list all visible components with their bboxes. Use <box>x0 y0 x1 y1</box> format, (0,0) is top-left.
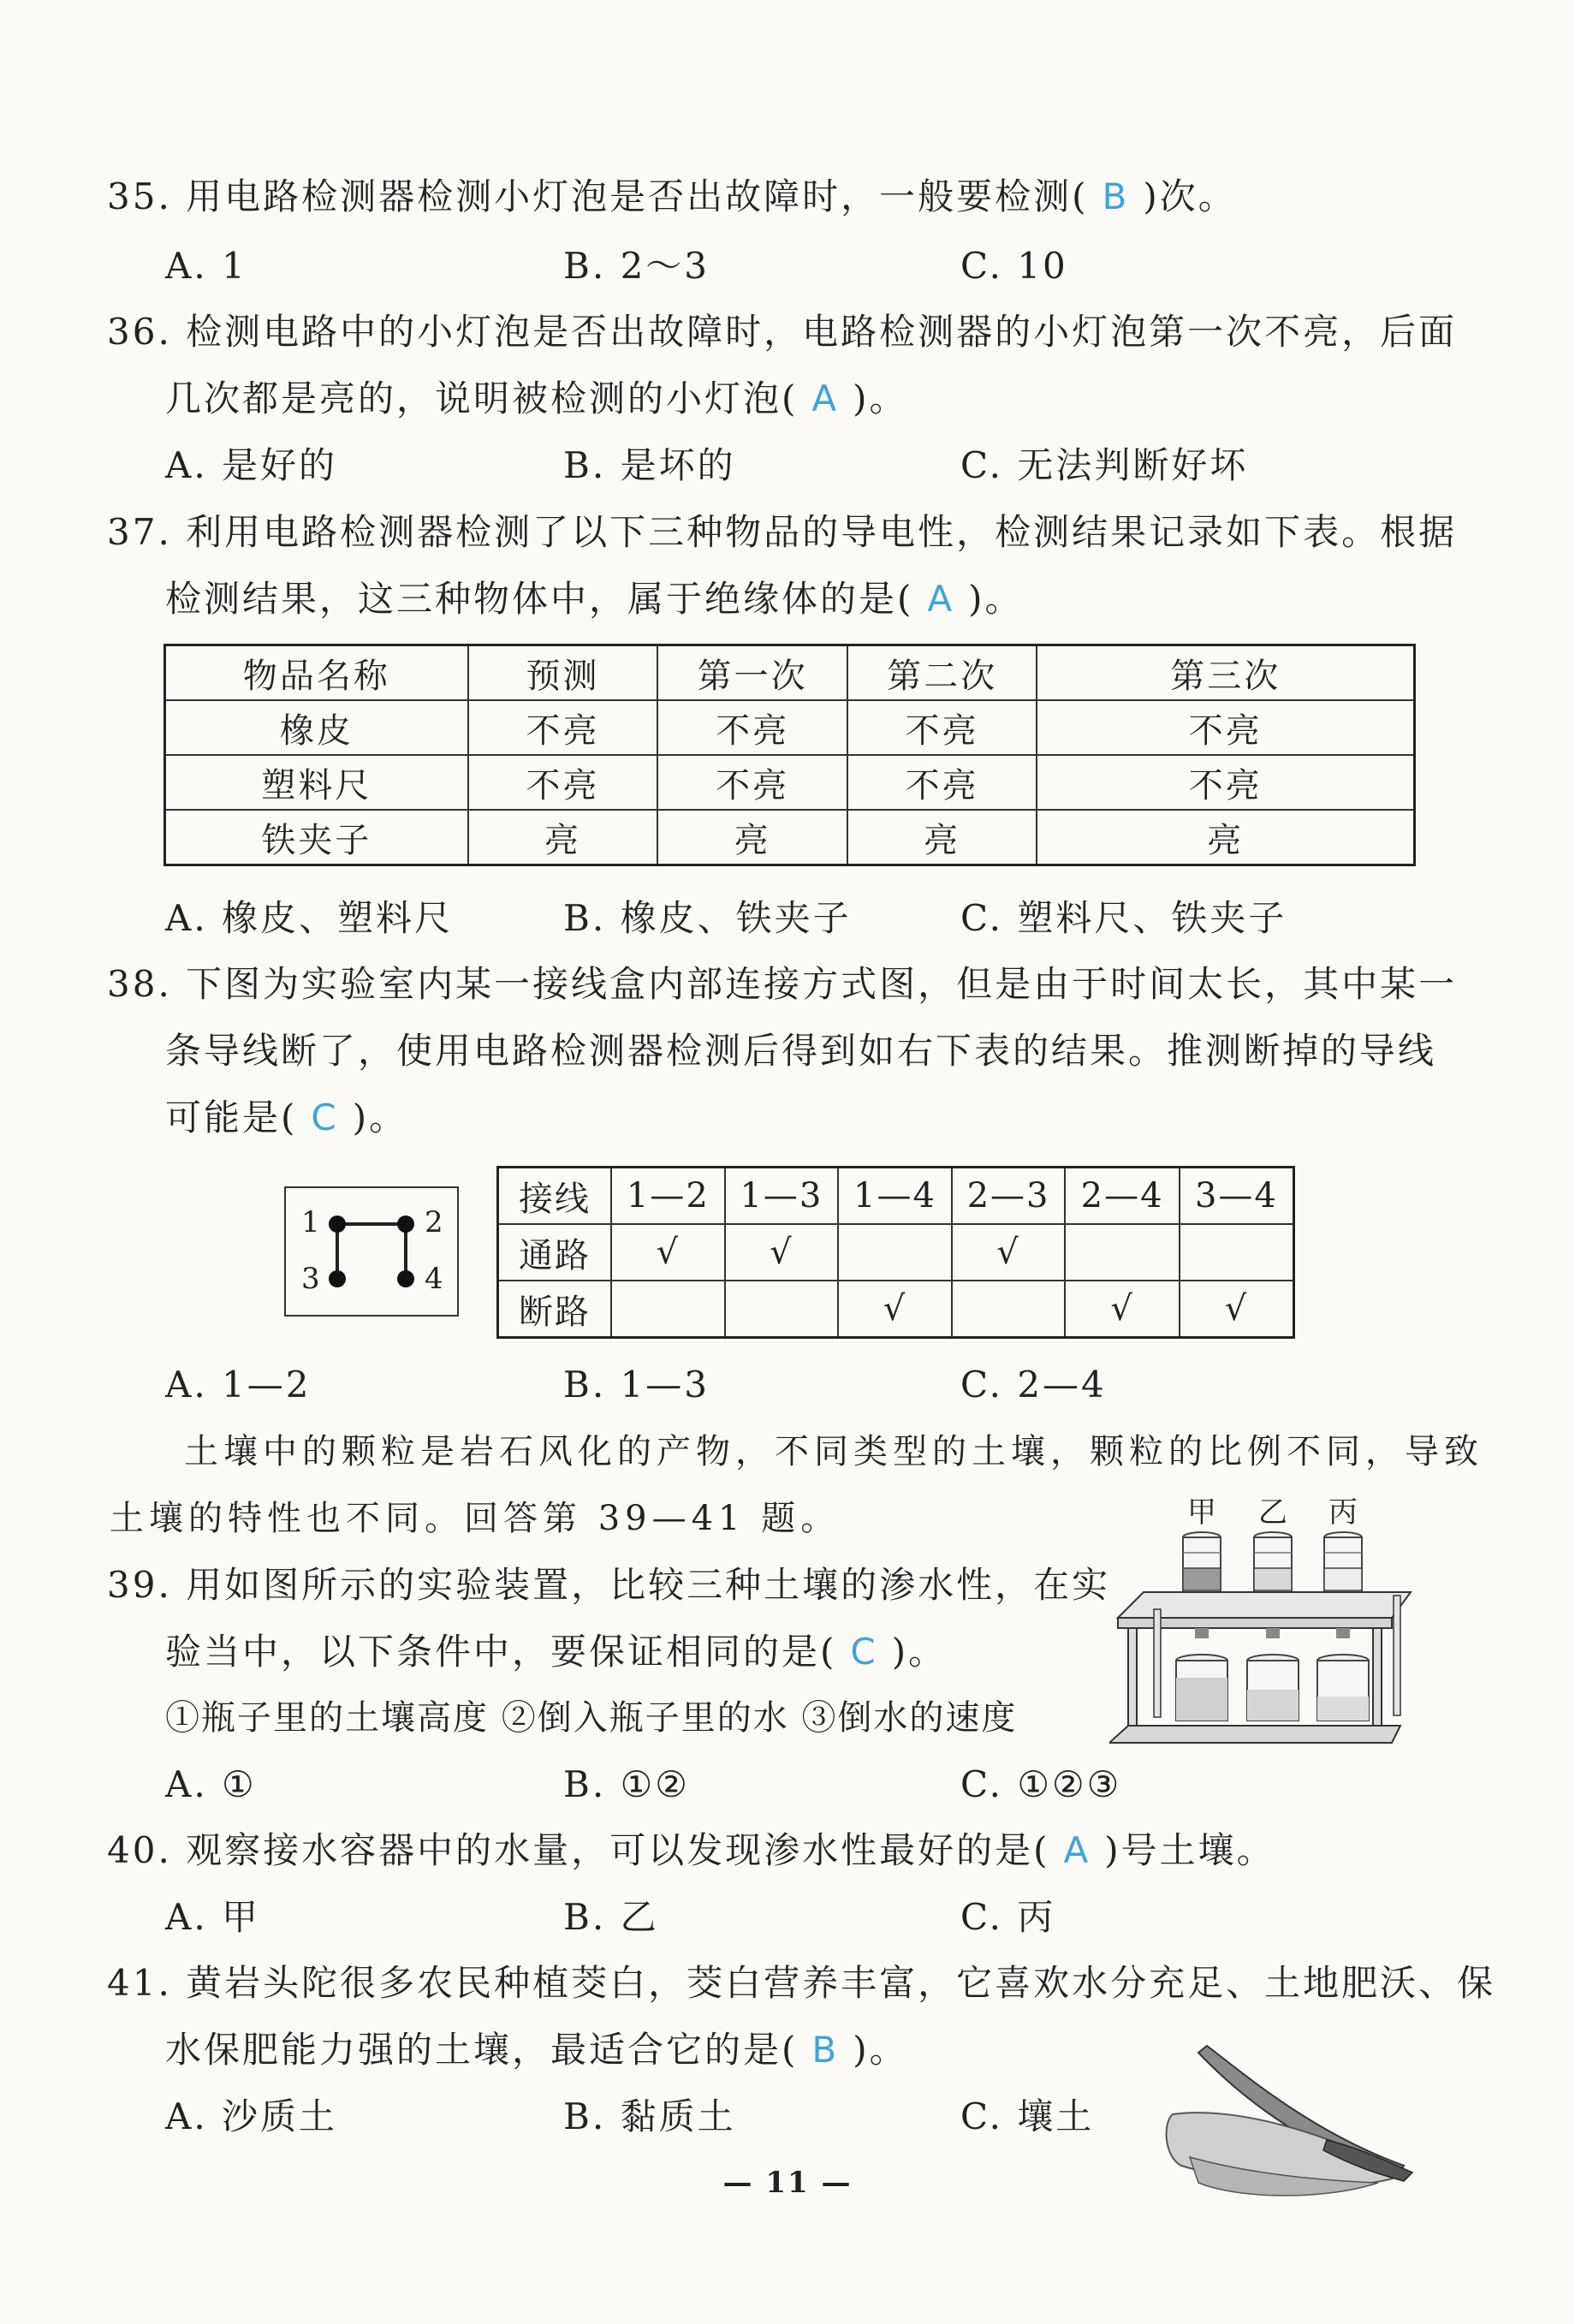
table-header-cell: 3—4 <box>1180 1168 1294 1225</box>
terminal-2 <box>397 1215 414 1233</box>
terminal-3 <box>329 1270 346 1287</box>
table-cell <box>952 1281 1066 1338</box>
q39-stem-line2 <box>165 1626 947 1678</box>
table-row <box>498 1281 1294 1338</box>
q38-answer: C <box>311 1097 339 1138</box>
q37-answer: A <box>927 578 955 620</box>
q36-stem-line1: 36. 检测电路中的小灯泡是否出故障时，电路检测器的小灯泡第一次不亮，后面 <box>107 311 1458 353</box>
q35-option-c: C. 10 <box>960 245 1068 287</box>
bottle-jia <box>1183 1532 1221 1592</box>
table-cell <box>838 1224 952 1281</box>
table-cell: 不亮 <box>847 755 1037 810</box>
terminal-1 <box>329 1215 346 1233</box>
table-cell: √ <box>1065 1281 1180 1338</box>
q40-stem-text: 40. 观察接水容器中的水量，可以发现渗水性最好的是( <box>107 1829 1050 1871</box>
stand-leg <box>1154 1609 1161 1717</box>
q40-stem-end: )号土壤。 <box>1104 1829 1275 1871</box>
q38-stem-text: 可能是( <box>165 1097 298 1138</box>
funnel-yi <box>1266 1628 1280 1638</box>
table-cell: 亮 <box>847 810 1037 865</box>
bottle-yi <box>1254 1532 1292 1592</box>
table-row <box>165 755 1415 810</box>
table-header-cell: 1—2 <box>611 1168 725 1225</box>
q37-stem-text: 检测结果，这三种物体中，属于绝缘体的是( <box>165 578 914 620</box>
table-header-cell: 2—3 <box>952 1168 1066 1225</box>
container-bing <box>1317 1655 1369 1721</box>
table-cell: 亮 <box>468 810 658 865</box>
table-cell: 不亮 <box>1037 755 1414 810</box>
q41-option-a: A. 沙质土 <box>165 2095 338 2137</box>
q37-stem-line1: 37. 利用电路检测器检测了以下三种物品的导电性，检测结果记录如下表。根据 <box>107 511 1458 553</box>
table-header-row <box>498 1168 1294 1225</box>
q38-option-c: C. 2—4 <box>960 1364 1107 1406</box>
table-header-cell: 第三次 <box>1037 645 1414 701</box>
funnel-bing <box>1336 1628 1350 1638</box>
q38-option-b: B. 1—3 <box>563 1364 710 1406</box>
q38-option-a: A. 1—2 <box>165 1364 312 1406</box>
table-cell: √ <box>838 1281 952 1338</box>
junction-box-diagram <box>284 1186 459 1317</box>
container-yi <box>1247 1655 1299 1721</box>
terminal-label-4: 4 <box>425 1262 443 1296</box>
table-cell <box>611 1281 725 1338</box>
table-cell: 不亮 <box>468 700 658 755</box>
table-row <box>165 810 1415 865</box>
terminal-label-2: 2 <box>425 1205 443 1239</box>
q41-stem-line1: 41. 黄岩头陀很多农民种植茭白，茭白营养丰富，它喜欢水分充足、土地肥沃、保 <box>107 1962 1496 2004</box>
table-cell: 亮 <box>657 810 847 865</box>
q40-option-a: A. 甲 <box>165 1896 261 1938</box>
stand-top <box>1118 1592 1411 1618</box>
q41-option-b: B. 黏质土 <box>563 2095 736 2137</box>
table-header-cell: 物品名称 <box>165 645 468 701</box>
table-cell: 不亮 <box>847 700 1037 755</box>
table-header-cell: 预测 <box>468 645 658 701</box>
q41-option-c: C. 壤土 <box>960 2095 1095 2137</box>
stand-base <box>1109 1726 1400 1743</box>
table-cell: 铁夹子 <box>165 810 468 865</box>
table-header-cell: 2—4 <box>1065 1168 1180 1225</box>
q39-option-a: A. ① <box>165 1763 257 1805</box>
q36-stem-line2 <box>165 373 908 425</box>
q39-stem-text: 验当中，以下条件中，要保证相同的是( <box>165 1631 837 1673</box>
table-cell: √ <box>725 1224 839 1281</box>
table-cell: 亮 <box>1037 810 1414 865</box>
q39-option-c: C. ①②③ <box>960 1763 1122 1805</box>
q35-option-b: B. 2～3 <box>563 245 710 287</box>
q41-stem-line2 <box>165 2024 908 2076</box>
q38-stem-line2: 条导线断了，使用电路检测器检测后得到如右下表的结果。推测断掉的导线 <box>165 1030 1437 1072</box>
soil-experiment-figure <box>1109 1489 1419 1746</box>
table-header-row <box>165 645 1415 701</box>
q37-option-a: A. 橡皮、塑料尺 <box>165 897 454 939</box>
q36-option-b: B. 是坏的 <box>563 444 736 486</box>
q35-stem-end: )次。 <box>1143 175 1237 217</box>
container-jia <box>1176 1655 1227 1721</box>
table-cell: 塑料尺 <box>165 755 468 810</box>
table-row <box>498 1224 1294 1281</box>
q36-stem-text: 几次都是亮的，说明被检测的小灯泡( <box>165 377 799 419</box>
q41-answer: B <box>811 2029 840 2071</box>
bottle-bing <box>1324 1532 1362 1592</box>
table-row <box>165 700 1415 755</box>
table-header-cell: 第一次 <box>657 645 847 701</box>
table-header-cell: 1—3 <box>725 1168 839 1225</box>
table-header-cell: 接线 <box>498 1168 612 1225</box>
q39-option-b: B. ①② <box>563 1763 690 1805</box>
q37-stem-line2 <box>165 574 1024 625</box>
q41-stem-end: )。 <box>853 2029 908 2071</box>
q36-stem-end: )。 <box>853 377 908 419</box>
table-cell: √ <box>952 1224 1066 1281</box>
table-cell <box>1180 1224 1294 1281</box>
table-cell: √ <box>611 1224 725 1281</box>
q36-option-a: A. 是好的 <box>165 444 338 486</box>
conductivity-table <box>163 644 1416 866</box>
q40-option-c: C. 丙 <box>960 1896 1056 1938</box>
table-cell: 不亮 <box>657 755 847 810</box>
figure-label-jia: 甲 <box>1187 1495 1216 1530</box>
q35-stem <box>107 171 1237 223</box>
q41-stem-text: 水保肥能力强的土壤，最适合它的是( <box>165 2029 799 2071</box>
q37-stem-end: )。 <box>968 578 1024 620</box>
q39-stem-end: )。 <box>891 1631 948 1673</box>
page-number: — 11 — <box>722 2166 853 2200</box>
q39-stem-line1: 39. 用如图所示的实验装置，比较三种土壤的渗水性，在实 <box>107 1564 1111 1606</box>
intro-line2: 土壤的特性也不同。回答第 39—41 题。 <box>110 1499 841 1538</box>
q38-stem-line3 <box>165 1092 407 1144</box>
q39-conditions: ①瓶子里的土壤高度 ②倒入瓶子里的水 ③倒水的速度 <box>165 1698 1018 1738</box>
table-cell: 通路 <box>498 1224 612 1281</box>
table-cell: 断路 <box>498 1281 612 1338</box>
q35-stem-text: 35. 用电路检测器检测小灯泡是否出故障时，一般要检测( <box>107 175 1089 217</box>
table-header-cell: 第二次 <box>847 645 1037 701</box>
figure-label-yi: 乙 <box>1258 1495 1287 1530</box>
table-cell <box>1065 1224 1180 1281</box>
figure-label-bing: 丙 <box>1328 1495 1358 1530</box>
q36-answer: A <box>811 377 840 419</box>
stand-leg <box>1394 1596 1400 1715</box>
terminal-label-1: 1 <box>301 1205 320 1239</box>
table-cell: 不亮 <box>657 700 847 755</box>
q36-option-c: C. 无法判断好坏 <box>960 444 1249 486</box>
stand-leg <box>1373 1628 1382 1734</box>
q40-stem <box>107 1825 1275 1876</box>
intro-line1: 土壤中的颗粒是岩石风化的产物，不同类型的土壤，颗粒的比例不同，导致 <box>184 1432 1483 1471</box>
funnel-jia <box>1195 1628 1209 1638</box>
q35-option-a: A. 1 <box>165 245 247 287</box>
table-header-cell: 1—4 <box>838 1168 952 1225</box>
circuit-test-table <box>496 1166 1295 1339</box>
table-cell <box>725 1281 839 1338</box>
q37-option-c: C. 塑料尺、铁夹子 <box>960 897 1287 939</box>
stand-leg <box>1128 1628 1137 1734</box>
q40-answer: A <box>1063 1829 1091 1871</box>
table-cell: 不亮 <box>468 755 658 810</box>
table-cell: 不亮 <box>1037 700 1414 755</box>
q38-stem-end: )。 <box>352 1097 408 1138</box>
terminal-label-3: 3 <box>301 1262 320 1296</box>
terminal-4 <box>397 1270 414 1287</box>
q37-option-b: B. 橡皮、铁夹子 <box>563 897 852 939</box>
table-cell: 橡皮 <box>165 700 468 755</box>
q35-answer: B <box>1102 175 1130 217</box>
table-cell: √ <box>1180 1281 1294 1338</box>
q38-stem-line1: 38. 下图为实验室内某一接线盒内部连接方式图，但是由于时间太长，其中某一 <box>107 963 1458 1005</box>
q40-option-b: B. 乙 <box>563 1896 659 1938</box>
q39-answer: C <box>850 1631 878 1673</box>
